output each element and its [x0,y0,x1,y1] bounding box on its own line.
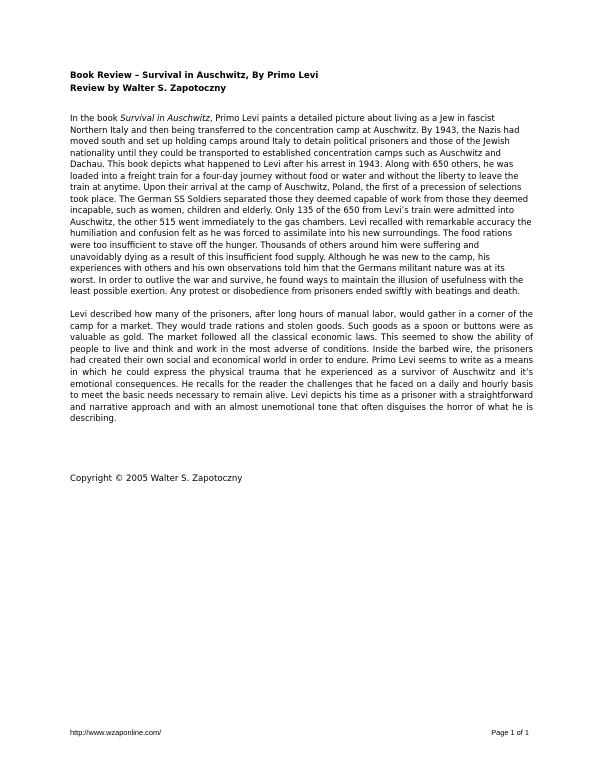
book-title: Survival in Auschwitz [120,113,210,123]
document-body [70,113,533,436]
copyright-notice: Copyright © 2005 Walter S. Zapotoczny [70,474,243,484]
footer-url-link[interactable]: http://www.wzaponline.com/ [70,728,162,737]
footer-page-number: Page 1 of 1 [491,728,529,737]
paragraph-2: Levi described how many of the prisoners, after long hours of manual labor, would gather in a corner of the camp for a market. They would trade rations and stolen goods. Such goods as a spoon or buttons were as valuable as gold. The market followed all the classical economic laws. This seemed to show the ability of people to live and think and work in the most adverse of conditions. Inside the barbed wire, the prisoners had created their own social and economical world in order to endure. Primo Levi seems to write as a means in which he could express the physical trauma that he experienced as a survivor of Auschwitz and it’s emotional consequences. He recalls for the reader the challenges that he faced on a daily and hourly basis to meet the basic needs necessary to remain alive. Levi depicts his time as a prisoner with a straightforward and narrative approach and with an almost unemotional tone that often disguises the horror of what he is describing. [70,309,533,424]
paragraph-1-text: , Primo Levi paints a detailed picture about living as a Jew in fascist Northern Italy and then being transferred to the concentration camp at Auschwitz. By 1943, the Nazis had moved south and set up holding camps around Italy to detain political prisoners and those of the Jewish nationality until they could be transported to established concentration camps such as Auschwitz and Dachau. This book depicts what happened to Levi after his arrest in 1943. Along with 650 others, he was loaded into a freight train for a four-day journey without food or water and without the liberty to leave the train at anytime. Upon their arrival at the camp of Auschwitz, Poland, the first of a precession of selections took place. The German SS Soldiers separated those they deemed capable of work from those they deemed incapable, such as women, children and elderly. Only 135 of the 650 from Levi’s train were admitted into Auschwitz, the other 515 went immediately to the gas chambers. Levi recalled with remarkable accuracy the humiliation and confusion felt as he was forced to assimilate into his new surroundings. The food rations were too insufficient to stave off the hunger. Thousands of others around him were suffering and unavoidably dying as a result of this insufficient food supply. Although he was new to the camp, his experiences with others and his own observations told him that the Germans militant nature was at its worst. In order to outlive the war and survive, he found ways to maintain the illusion of usefulness with the least possible exertion. Any protest or disobedience from prisoners ended swiftly with beatings and death. [70,113,532,297]
document-byline: Review by Walter S. Zapotoczny [70,83,226,94]
paragraph-1 [70,113,533,298]
paragraph-1-lead: In the book [70,113,121,123]
document-title: Book Review – Survival in Auschwitz, By Primo Levi [70,71,319,81]
document-heading [70,70,540,95]
